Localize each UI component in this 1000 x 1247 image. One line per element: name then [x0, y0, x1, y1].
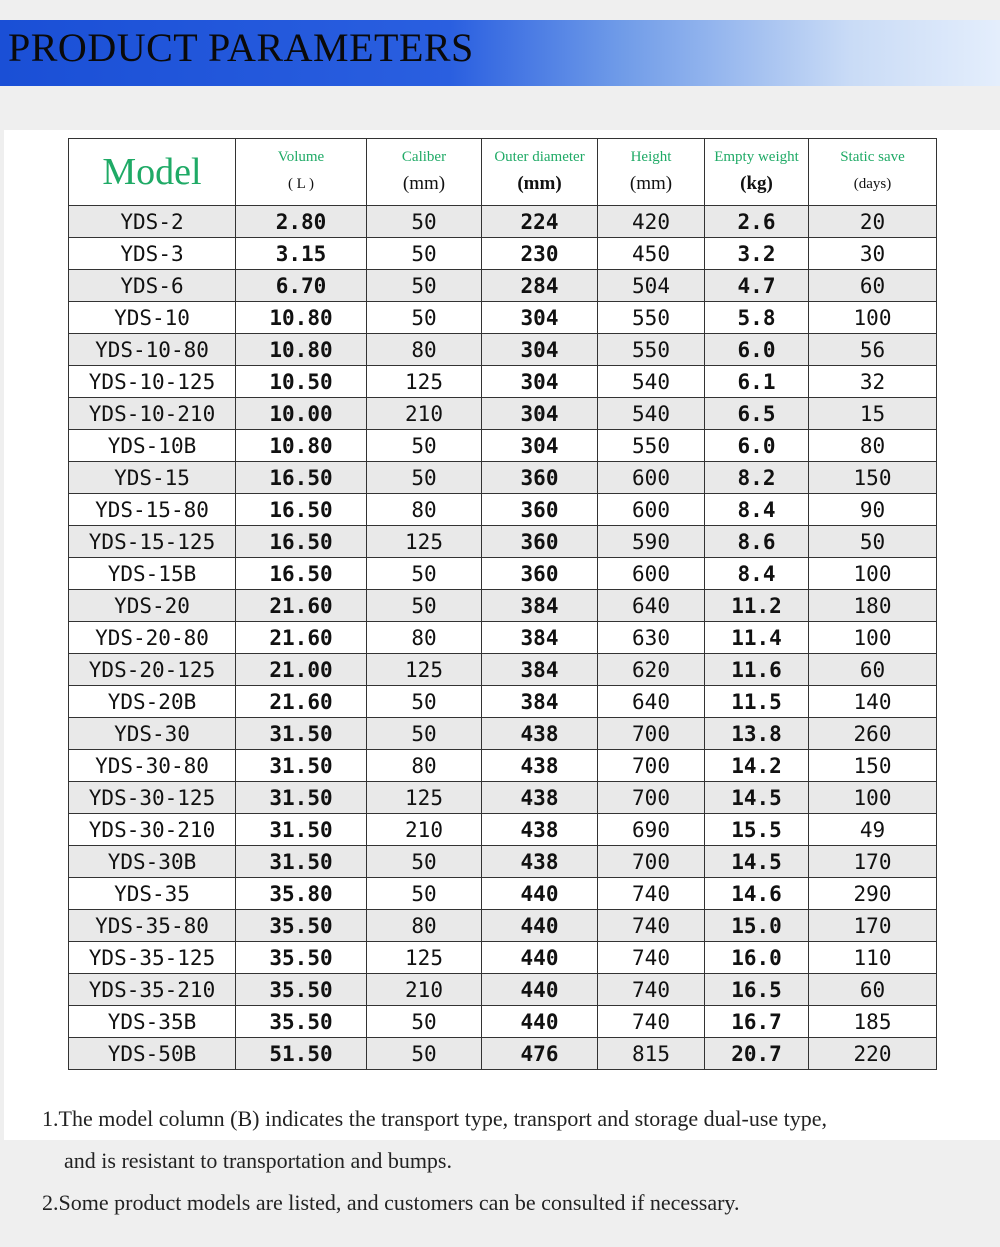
- cell-model: YDS-35: [69, 878, 236, 910]
- cell-height: 740: [598, 878, 705, 910]
- table-row: [69, 270, 937, 302]
- cell-empty-weight: 3.2: [705, 238, 809, 270]
- cell-caliber: 80: [367, 622, 482, 654]
- table-row: [69, 942, 937, 974]
- table-row: [69, 398, 937, 430]
- cell-height: 640: [598, 590, 705, 622]
- cell-static-save: 60: [809, 974, 937, 1006]
- cell-model: YDS-10-210: [69, 398, 236, 430]
- table-row: [69, 494, 937, 526]
- note-1: 1.The model column (B) indicates the transport type, transport and storage dual-use type,: [42, 1106, 828, 1131]
- cell-caliber: 80: [367, 910, 482, 942]
- cell-outer-diameter: 440: [482, 974, 598, 1006]
- cell-model: YDS-6: [69, 270, 236, 302]
- cell-height: 550: [598, 430, 705, 462]
- cell-empty-weight: 8.2: [705, 462, 809, 494]
- cell-caliber: 125: [367, 526, 482, 558]
- cell-volume: 21.60: [236, 590, 367, 622]
- cell-empty-weight: 16.5: [705, 974, 809, 1006]
- cell-volume: 16.50: [236, 526, 367, 558]
- cell-volume: 31.50: [236, 846, 367, 878]
- table-row: [69, 558, 937, 590]
- cell-empty-weight: 14.5: [705, 846, 809, 878]
- cell-outer-diameter: 438: [482, 814, 598, 846]
- cell-empty-weight: 6.0: [705, 430, 809, 462]
- page-title: PRODUCT PARAMETERS: [8, 25, 474, 70]
- cell-model: YDS-3: [69, 238, 236, 270]
- cell-height: 600: [598, 558, 705, 590]
- cell-volume: 21.00: [236, 654, 367, 686]
- header-static-save-label: Static save: [840, 149, 905, 165]
- table-row: [69, 526, 937, 558]
- cell-volume: 35.80: [236, 878, 367, 910]
- cell-static-save: 170: [809, 846, 937, 878]
- cell-caliber: 50: [367, 590, 482, 622]
- cell-caliber: 80: [367, 750, 482, 782]
- cell-height: 420: [598, 206, 705, 238]
- cell-volume: 35.50: [236, 974, 367, 1006]
- cell-outer-diameter: 384: [482, 590, 598, 622]
- cell-empty-weight: 8.4: [705, 494, 809, 526]
- cell-empty-weight: 11.2: [705, 590, 809, 622]
- cell-outer-diameter: 360: [482, 558, 598, 590]
- cell-caliber: 125: [367, 654, 482, 686]
- cell-empty-weight: 6.1: [705, 366, 809, 398]
- table-row: [69, 302, 937, 334]
- cell-model: YDS-15: [69, 462, 236, 494]
- table-row: [69, 878, 937, 910]
- cell-outer-diameter: 360: [482, 526, 598, 558]
- table-row: [69, 1006, 937, 1038]
- table-row: [69, 430, 937, 462]
- table-row: [69, 910, 937, 942]
- cell-caliber: 50: [367, 206, 482, 238]
- cell-static-save: 180: [809, 590, 937, 622]
- header-outer-diameter-unit: (mm): [517, 173, 562, 194]
- cell-outer-diameter: 304: [482, 430, 598, 462]
- header-height-unit: (mm): [629, 173, 673, 194]
- cell-outer-diameter: 304: [482, 302, 598, 334]
- cell-height: 740: [598, 1006, 705, 1038]
- cell-outer-diameter: 224: [482, 206, 598, 238]
- cell-height: 600: [598, 494, 705, 526]
- cell-height: 700: [598, 782, 705, 814]
- cell-static-save: 260: [809, 718, 937, 750]
- cell-static-save: 100: [809, 782, 937, 814]
- cell-model: YDS-20-80: [69, 622, 236, 654]
- cell-outer-diameter: 440: [482, 942, 598, 974]
- cell-caliber: 210: [367, 814, 482, 846]
- cell-volume: 10.50: [236, 366, 367, 398]
- cell-caliber: 80: [367, 334, 482, 366]
- header-model: Model: [69, 139, 236, 206]
- cell-volume: 31.50: [236, 814, 367, 846]
- cell-static-save: 60: [809, 654, 937, 686]
- cell-outer-diameter: 360: [482, 494, 598, 526]
- cell-volume: 31.50: [236, 750, 367, 782]
- cell-outer-diameter: 438: [482, 846, 598, 878]
- cell-height: 620: [598, 654, 705, 686]
- cell-volume: 10.80: [236, 334, 367, 366]
- table-row: [69, 750, 937, 782]
- cell-volume: 21.60: [236, 622, 367, 654]
- header-height: [598, 139, 705, 206]
- cell-caliber: 125: [367, 782, 482, 814]
- cell-model: YDS-30: [69, 718, 236, 750]
- cell-static-save: 100: [809, 558, 937, 590]
- table-row: [69, 206, 937, 238]
- cell-model: YDS-30B: [69, 846, 236, 878]
- table-row: [69, 462, 937, 494]
- cell-volume: 10.00: [236, 398, 367, 430]
- cell-caliber: 50: [367, 878, 482, 910]
- cell-model: YDS-15-80: [69, 494, 236, 526]
- cell-outer-diameter: 230: [482, 238, 598, 270]
- cell-model: YDS-35-125: [69, 942, 236, 974]
- cell-caliber: 50: [367, 462, 482, 494]
- cell-empty-weight: 11.6: [705, 654, 809, 686]
- table-row: [69, 974, 937, 1006]
- header-volume-label: Volume: [277, 149, 325, 165]
- cell-static-save: 150: [809, 462, 937, 494]
- cell-static-save: 60: [809, 270, 937, 302]
- cell-static-save: 140: [809, 686, 937, 718]
- cell-height: 550: [598, 302, 705, 334]
- table-row: [69, 718, 937, 750]
- cell-static-save: 100: [809, 302, 937, 334]
- cell-caliber: 50: [367, 558, 482, 590]
- table-row: [69, 366, 937, 398]
- cell-static-save: 220: [809, 1038, 937, 1070]
- cell-height: 540: [598, 398, 705, 430]
- cell-height: 815: [598, 1038, 705, 1070]
- cell-volume: 6.70: [236, 270, 367, 302]
- cell-height: 450: [598, 238, 705, 270]
- cell-model: YDS-2: [69, 206, 236, 238]
- cell-caliber: 210: [367, 974, 482, 1006]
- cell-outer-diameter: 440: [482, 1006, 598, 1038]
- cell-caliber: 50: [367, 686, 482, 718]
- cell-volume: 10.80: [236, 430, 367, 462]
- cell-height: 590: [598, 526, 705, 558]
- table-row: [69, 782, 937, 814]
- cell-empty-weight: 16.0: [705, 942, 809, 974]
- cell-empty-weight: 15.5: [705, 814, 809, 846]
- cell-outer-diameter: 360: [482, 462, 598, 494]
- cell-model: YDS-20B: [69, 686, 236, 718]
- cell-caliber: 210: [367, 398, 482, 430]
- cell-empty-weight: 2.6: [705, 206, 809, 238]
- cell-static-save: 50: [809, 526, 937, 558]
- cell-model: YDS-35-210: [69, 974, 236, 1006]
- cell-empty-weight: 16.7: [705, 1006, 809, 1038]
- cell-empty-weight: 14.5: [705, 782, 809, 814]
- table-row: [69, 814, 937, 846]
- cell-caliber: 125: [367, 366, 482, 398]
- cell-static-save: 150: [809, 750, 937, 782]
- cell-volume: 3.15: [236, 238, 367, 270]
- cell-volume: 21.60: [236, 686, 367, 718]
- header-static-save-unit: (days): [853, 176, 892, 192]
- cell-outer-diameter: 438: [482, 750, 598, 782]
- table-row: [69, 686, 937, 718]
- cell-outer-diameter: 384: [482, 622, 598, 654]
- cell-static-save: 49: [809, 814, 937, 846]
- table-row: [69, 654, 937, 686]
- cell-caliber: 50: [367, 430, 482, 462]
- cell-empty-weight: 13.8: [705, 718, 809, 750]
- cell-empty-weight: 11.4: [705, 622, 809, 654]
- note-1-continued: and is resistant to transportation and bumps.: [64, 1148, 452, 1173]
- cell-outer-diameter: 384: [482, 686, 598, 718]
- cell-static-save: 32: [809, 366, 937, 398]
- cell-caliber: 50: [367, 846, 482, 878]
- cell-caliber: 50: [367, 1038, 482, 1070]
- cell-height: 700: [598, 718, 705, 750]
- cell-caliber: 125: [367, 942, 482, 974]
- cell-volume: 2.80: [236, 206, 367, 238]
- header-empty-weight-label: Empty weight: [714, 149, 799, 165]
- cell-empty-weight: 14.2: [705, 750, 809, 782]
- cell-model: YDS-30-210: [69, 814, 236, 846]
- cell-outer-diameter: 438: [482, 782, 598, 814]
- cell-static-save: 20: [809, 206, 937, 238]
- cell-height: 690: [598, 814, 705, 846]
- cell-empty-weight: 5.8: [705, 302, 809, 334]
- cell-static-save: 90: [809, 494, 937, 526]
- cell-volume: 31.50: [236, 718, 367, 750]
- cell-volume: 51.50: [236, 1038, 367, 1070]
- cell-model: YDS-30-125: [69, 782, 236, 814]
- parameters-table: [68, 138, 937, 1070]
- cell-caliber: 50: [367, 1006, 482, 1038]
- cell-outer-diameter: 440: [482, 878, 598, 910]
- cell-model: YDS-10: [69, 302, 236, 334]
- cell-height: 740: [598, 942, 705, 974]
- cell-volume: 35.50: [236, 910, 367, 942]
- cell-empty-weight: 8.6: [705, 526, 809, 558]
- header-caliber-unit: (mm): [402, 173, 446, 194]
- cell-height: 700: [598, 750, 705, 782]
- cell-model: YDS-15B: [69, 558, 236, 590]
- cell-empty-weight: 6.5: [705, 398, 809, 430]
- header-outer-diameter: [482, 139, 598, 206]
- table-row: [69, 590, 937, 622]
- cell-caliber: 50: [367, 718, 482, 750]
- cell-height: 740: [598, 974, 705, 1006]
- table-row: [69, 1038, 937, 1070]
- cell-outer-diameter: 438: [482, 718, 598, 750]
- cell-empty-weight: 11.5: [705, 686, 809, 718]
- table-row: [69, 334, 937, 366]
- cell-model: YDS-35B: [69, 1006, 236, 1038]
- cell-outer-diameter: 304: [482, 366, 598, 398]
- cell-volume: 16.50: [236, 558, 367, 590]
- cell-static-save: 30: [809, 238, 937, 270]
- cell-model: YDS-20-125: [69, 654, 236, 686]
- cell-height: 600: [598, 462, 705, 494]
- cell-static-save: 290: [809, 878, 937, 910]
- header-caliber-label: Caliber: [401, 149, 447, 165]
- cell-empty-weight: 6.0: [705, 334, 809, 366]
- table-body: [69, 206, 937, 1070]
- cell-model: YDS-15-125: [69, 526, 236, 558]
- cell-empty-weight: 14.6: [705, 878, 809, 910]
- cell-outer-diameter: 476: [482, 1038, 598, 1070]
- cell-height: 630: [598, 622, 705, 654]
- cell-static-save: 170: [809, 910, 937, 942]
- header-volume: [236, 139, 367, 206]
- notes: [42, 1098, 958, 1224]
- cell-static-save: 15: [809, 398, 937, 430]
- title-banner: [0, 20, 1000, 86]
- header-empty-weight-unit: (kg): [740, 173, 773, 194]
- table-header-row: [69, 139, 937, 206]
- cell-static-save: 185: [809, 1006, 937, 1038]
- header-volume-unit: ( L ): [287, 176, 315, 192]
- cell-model: YDS-10-125: [69, 366, 236, 398]
- cell-volume: 35.50: [236, 942, 367, 974]
- cell-outer-diameter: 384: [482, 654, 598, 686]
- table-row: [69, 238, 937, 270]
- cell-volume: 35.50: [236, 1006, 367, 1038]
- cell-static-save: 110: [809, 942, 937, 974]
- cell-volume: 16.50: [236, 462, 367, 494]
- cell-static-save: 56: [809, 334, 937, 366]
- note-2: 2.Some product models are listed, and customers can be consulted if necessary.: [42, 1190, 740, 1215]
- cell-height: 540: [598, 366, 705, 398]
- cell-model: YDS-50B: [69, 1038, 236, 1070]
- cell-model: YDS-20: [69, 590, 236, 622]
- cell-outer-diameter: 284: [482, 270, 598, 302]
- cell-height: 740: [598, 910, 705, 942]
- cell-empty-weight: 15.0: [705, 910, 809, 942]
- table-row: [69, 622, 937, 654]
- cell-volume: 10.80: [236, 302, 367, 334]
- cell-empty-weight: 20.7: [705, 1038, 809, 1070]
- cell-empty-weight: 4.7: [705, 270, 809, 302]
- cell-empty-weight: 8.4: [705, 558, 809, 590]
- cell-height: 550: [598, 334, 705, 366]
- cell-volume: 31.50: [236, 782, 367, 814]
- cell-caliber: 50: [367, 270, 482, 302]
- cell-model: YDS-10B: [69, 430, 236, 462]
- header-height-label: Height: [630, 149, 672, 165]
- cell-static-save: 80: [809, 430, 937, 462]
- header-outer-diameter-label: Outer diameter: [494, 149, 585, 165]
- header-empty-weight: [705, 139, 809, 206]
- cell-outer-diameter: 304: [482, 334, 598, 366]
- table-row: [69, 846, 937, 878]
- cell-height: 700: [598, 846, 705, 878]
- header-static-save: [809, 139, 937, 206]
- cell-model: YDS-30-80: [69, 750, 236, 782]
- cell-outer-diameter: 440: [482, 910, 598, 942]
- cell-caliber: 80: [367, 494, 482, 526]
- cell-model: YDS-10-80: [69, 334, 236, 366]
- cell-static-save: 100: [809, 622, 937, 654]
- header-caliber: [367, 139, 482, 206]
- cell-model: YDS-35-80: [69, 910, 236, 942]
- cell-outer-diameter: 304: [482, 398, 598, 430]
- cell-caliber: 50: [367, 238, 482, 270]
- cell-height: 504: [598, 270, 705, 302]
- cell-caliber: 50: [367, 302, 482, 334]
- cell-volume: 16.50: [236, 494, 367, 526]
- cell-height: 640: [598, 686, 705, 718]
